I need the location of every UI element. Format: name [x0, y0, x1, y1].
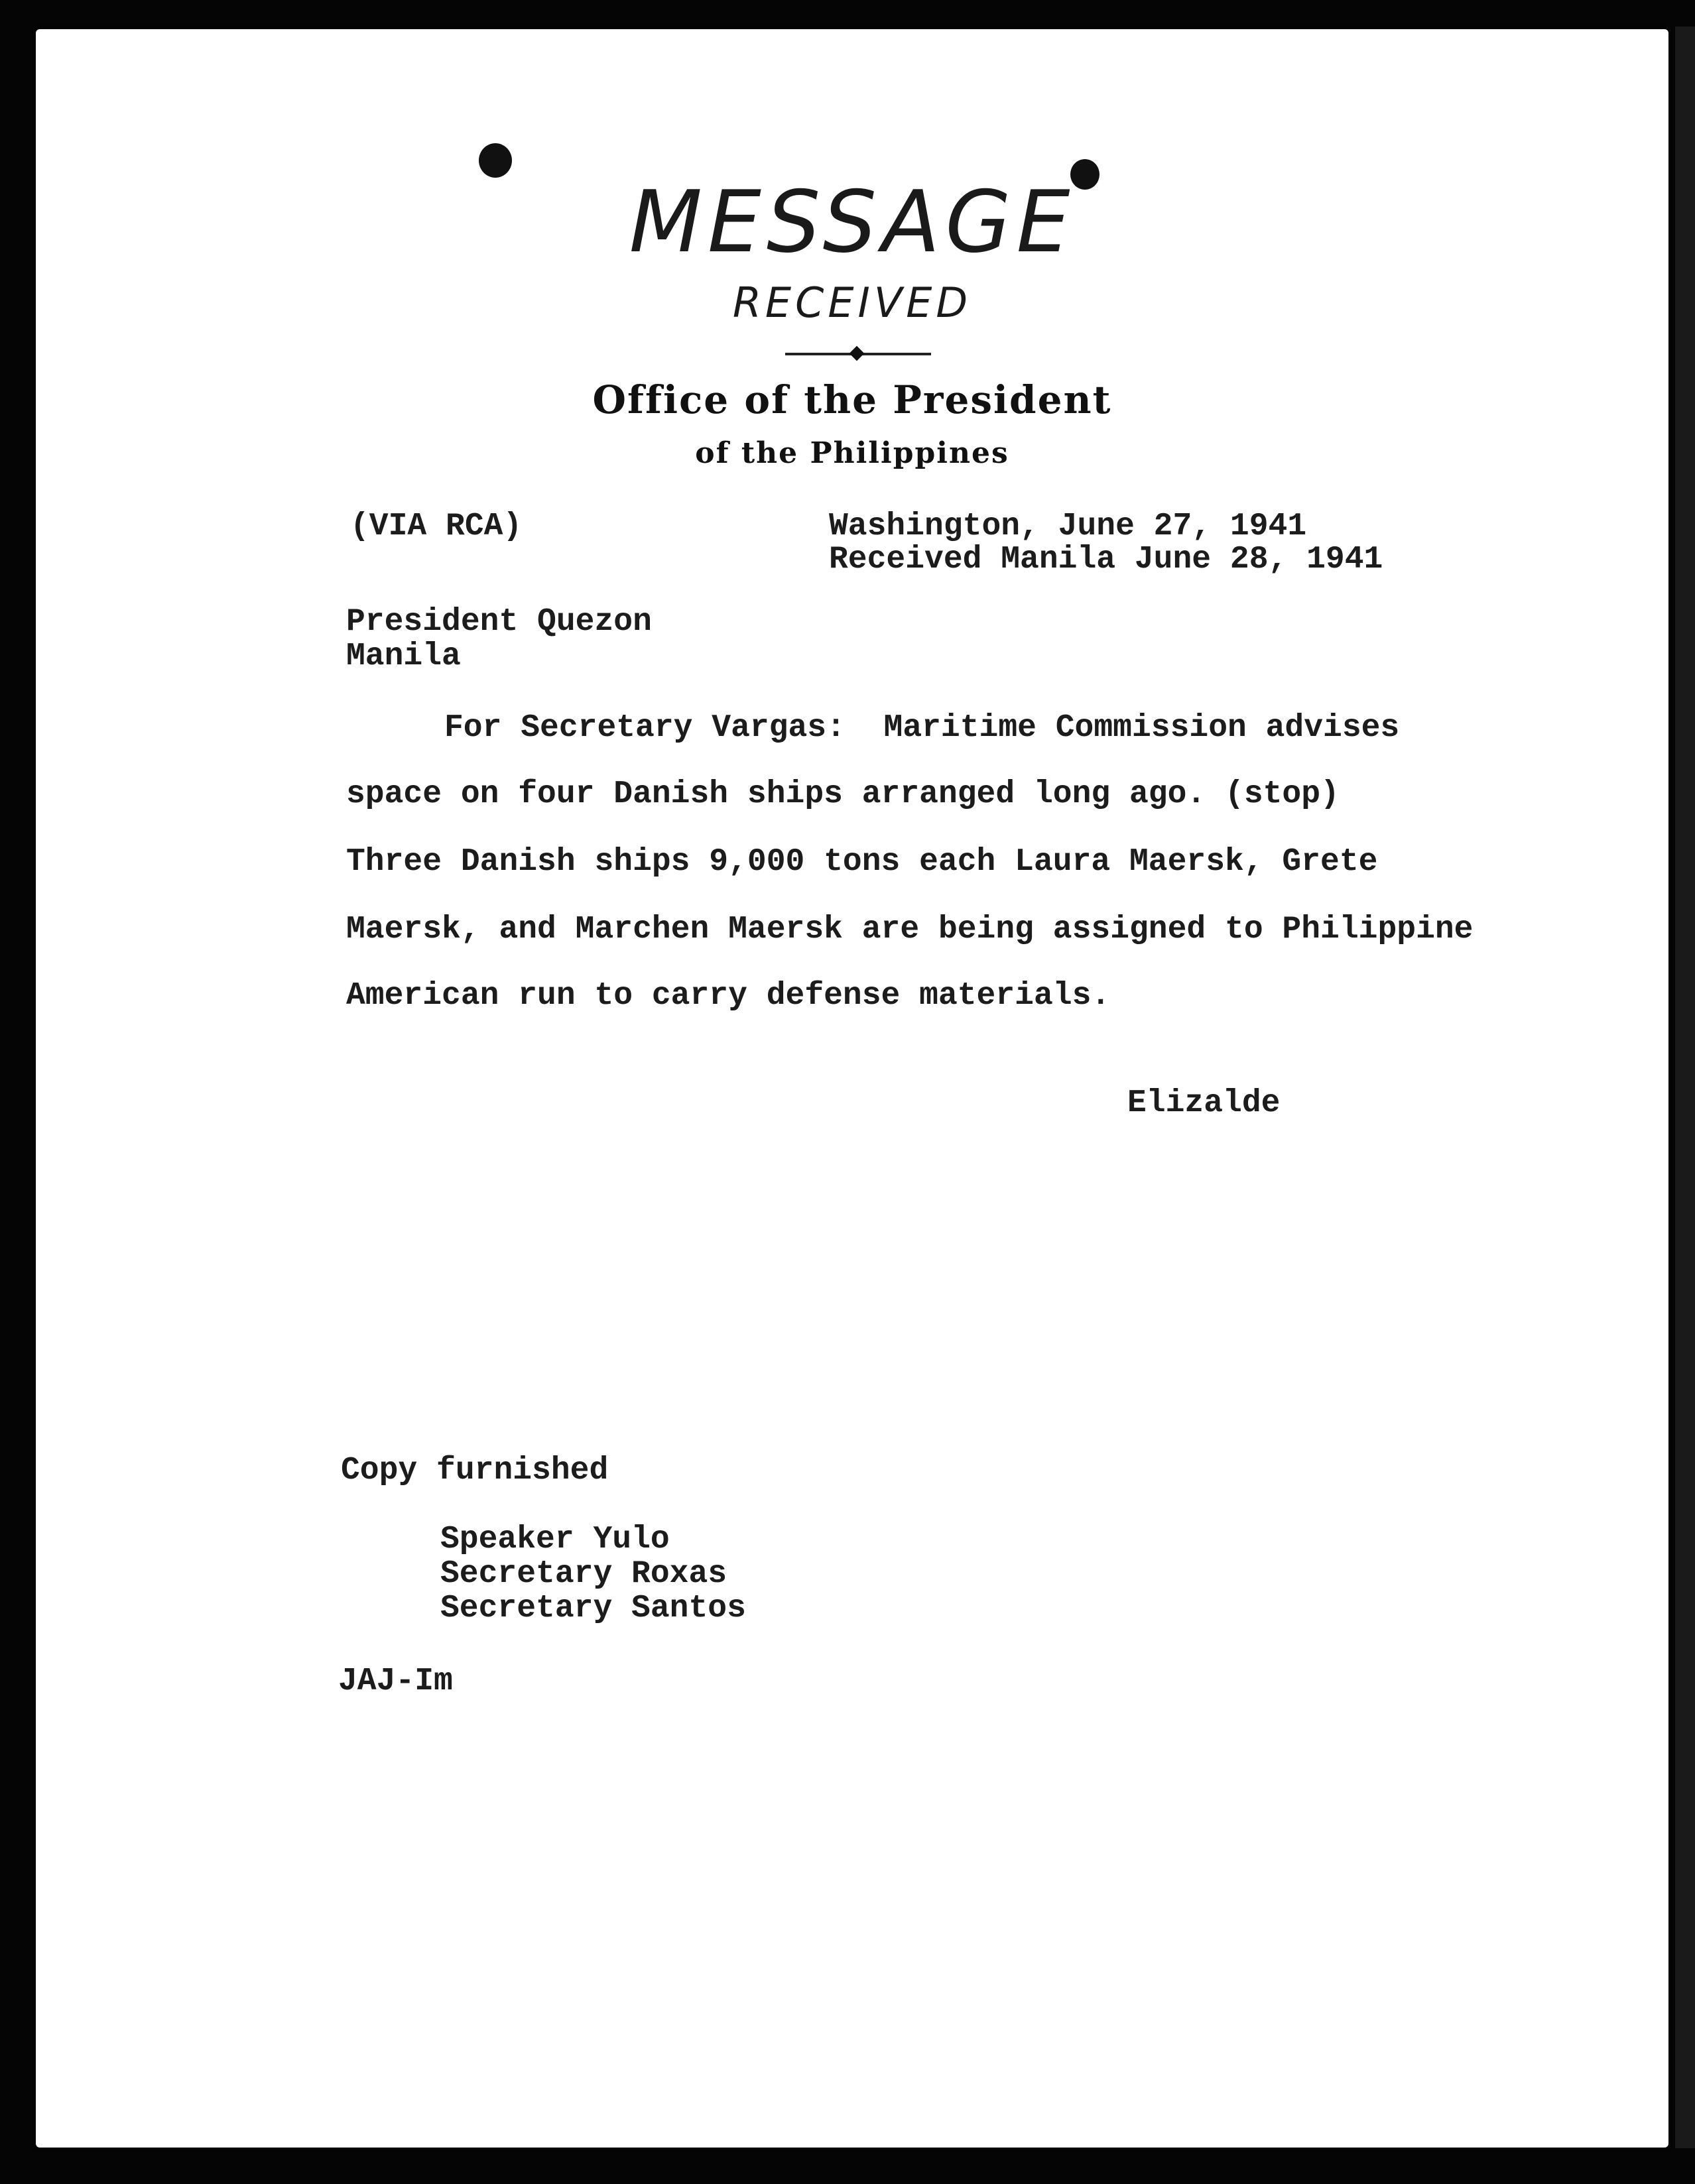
- reference-initials: JAJ-Im: [338, 1664, 453, 1699]
- copy-recipient: Secretary Santos: [440, 1591, 746, 1626]
- body-line: For Secretary Vargas: Maritime Commission advises: [444, 710, 1400, 746]
- via-line: (VIA RCA): [350, 509, 523, 544]
- ink-smudge-left: [479, 143, 512, 178]
- body-line: Maersk, and Marchen Maersk are being assigned to Philippine: [346, 912, 1474, 947]
- copy-recipient: Secretary Roxas: [440, 1556, 727, 1592]
- letterhead-subtitle: RECEIVED: [732, 278, 972, 327]
- body-line: Three Danish ships 9,000 tons each Laura Maersk, Grete: [346, 844, 1378, 880]
- document-page: [36, 29, 1668, 2148]
- letterhead-country: of the Philippines: [695, 436, 1009, 470]
- received-date: Received Manila June 28, 1941: [829, 542, 1383, 577]
- origin-date: Washington, June 27, 1941: [829, 509, 1307, 544]
- letterhead-office: Office of the President: [592, 377, 1112, 422]
- body-line: American run to carry defense materials.: [346, 978, 1111, 1014]
- body-line: space on four Danish ships arranged long ago. (stop): [346, 776, 1340, 812]
- copy-recipient: Speaker Yulo: [440, 1522, 670, 1557]
- addressee-name: President Quezon: [346, 604, 652, 640]
- signature: Elizalde: [1127, 1085, 1281, 1121]
- copy-furnished-label: Copy furnished: [341, 1453, 609, 1488]
- addressee-city: Manila: [346, 638, 461, 674]
- scan-edge: [1675, 27, 1695, 2148]
- letterhead-title: MESSAGE: [629, 173, 1076, 272]
- letterhead-divider-ornament: [849, 346, 865, 361]
